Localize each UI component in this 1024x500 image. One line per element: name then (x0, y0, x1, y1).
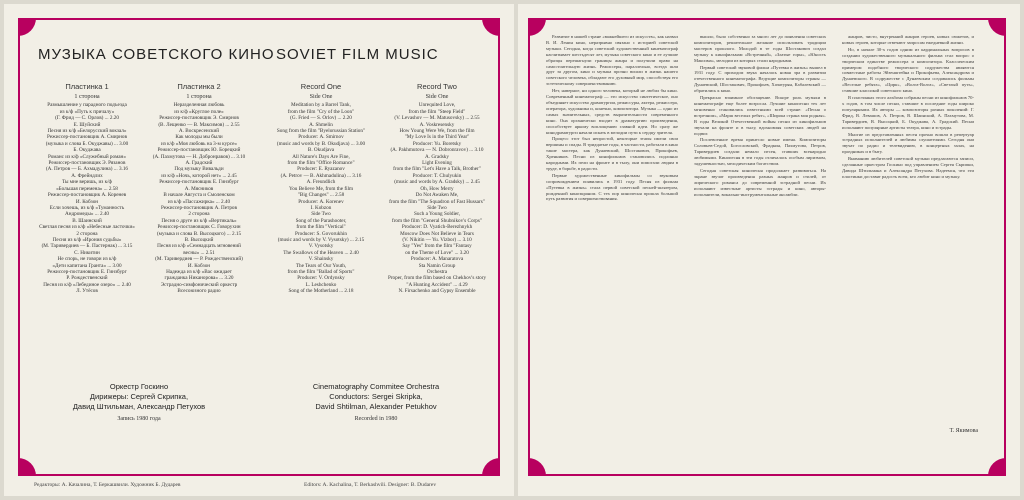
track-line: "My Love Is in the Third Year" (404, 134, 470, 141)
track-line: из к/ф «Пассажирка» ... 2.40 (167, 198, 231, 205)
track-line: 2 сторона (76, 230, 98, 237)
essay-column-1 (546, 34, 678, 203)
track-line: (В. Лещенко — В. Максимов) ... 2.55 (158, 121, 240, 128)
track-line: И. Кобзон (75, 198, 99, 205)
track-line: (музыка и слова Б. Окуджавы) ... 3.00 (45, 140, 129, 147)
track-line: All Nature's Days Are Fine, (292, 153, 350, 160)
track-line: Producer: S. Govorukhin (294, 230, 347, 237)
track-line: Режиссер-постановщик Э. Смирнов (159, 115, 239, 122)
track-line: А. Градский (185, 160, 213, 167)
track-line: Light Evening (422, 160, 452, 167)
track-line: 2 сторона (188, 211, 210, 218)
track-line: L. Leshchenko (305, 281, 337, 288)
track-line: from the film "Ballad of Sports" (287, 268, 355, 275)
track-line: (М. Таривердиев — Р. Рождественский) (155, 256, 243, 263)
track-line: from the film "The Squadron of Fast Hussars" (389, 198, 485, 205)
conductors-line: Дирижеры: Сергей Скрипка, (89, 392, 189, 401)
orchestra-credits-russian (44, 382, 234, 412)
tracklist-column-3 (266, 82, 376, 295)
essay-column-2 (694, 34, 826, 198)
track-line: С. Никитин (74, 249, 100, 256)
track-line: Песня о друге из к/ф «Вертикаль» (161, 217, 237, 224)
track-line: Под музыку Вивальди (174, 166, 224, 173)
track-line: гражданка Никанорова» ... 3.20 (164, 275, 234, 282)
track-line: Режиссер-постановщик Е. Гинзбург (159, 179, 239, 186)
side-label: Side One (425, 93, 449, 100)
track-line: весны» ... 2.51 (183, 249, 215, 256)
track-line: from the film "Office Romance" (287, 160, 355, 167)
conductors-line: Давид Штильман, Александр Петухов (72, 402, 206, 411)
track-line: (V. Nikitin — Yu. Vizbor) ... 3.10 (402, 236, 472, 243)
track-line: You Believe Me, from the film (288, 185, 354, 192)
record-heading: Пластинка 2 (177, 82, 221, 91)
essay-paragraph: Первый советский звуковой фильм «Путевка в жизнь» вышел в 1931 году. С приходом звука началась новая эра в развитии отечественного кинематографа. Ведущие композиторы страны — Дунаевский, Шостакович, Прокофьев, Хачатурян, Кабалевский — обратились к кино. (694, 64, 826, 94)
tracklist-column-1 (32, 82, 142, 295)
track-line: Side Two (311, 211, 331, 218)
track-line: The Swallows of the Heaven ... 2.40 (283, 249, 359, 256)
track-line: И. Кобзон (187, 262, 211, 269)
record-heading: Record Two (417, 82, 457, 91)
track-line: Orchestra (426, 268, 448, 275)
conductors-line: David Shtilman, Alexander Petukhov (315, 402, 437, 411)
record-heading: Пластинка 1 (65, 82, 109, 91)
track-line: A. Freundlich (306, 179, 336, 186)
track-line: Режиссер-постановщик А. Смирнов (47, 134, 127, 141)
track-line: B. Okudjava (307, 147, 335, 154)
track-list (32, 102, 142, 294)
track-line: "Big Changes" ... 2.58 (297, 192, 345, 199)
track-line: Размышление у парадного подъезда (47, 102, 127, 109)
track-line: Б. Окуджава (73, 147, 101, 154)
track-line: Meditation by a Barrel Tank, (291, 102, 351, 109)
track-line: V. Vysotsky (308, 243, 334, 250)
track-line: V. Shainsky (308, 256, 334, 263)
track-line: Как молоды мы были (175, 134, 223, 141)
track-line: (A. Petrov — B. Akhmadulina) ... 3.16 (280, 172, 362, 179)
essay-paragraph: Но, в начале 30-х годов одним из кардинальных вопросов в создании художественного музыкального фильма стал вопрос о творческом единстве режиссера и композитора. Классическим примером подобного творческого содружества являются совместные работы Эйзенштейна и Прокофьева, Александрова и Дунаевского. В содружестве с Дунаевским создавались фильмы «Веселые ребята», «Цирк», «Волга-Волга», «Светлый путь», ставшие классикой советского кино. (842, 46, 974, 94)
track-line: Если хочешь, из к/ф «Туманность (49, 204, 125, 211)
title-english: SOVIET FILM MUSIC (276, 46, 439, 63)
track-line: The Tears of Our Youth, (295, 262, 347, 269)
track-line: from the film "Cry of the Loon" (287, 108, 355, 115)
track-line: Ты мне веришь, из к/ф (62, 179, 112, 186)
track-line: Неразделенная любовь (173, 102, 225, 109)
track-line: из к/ф «Путь к причалу» (59, 108, 115, 115)
tracklist-column-2 (144, 82, 254, 295)
track-line: (music and words by B. Okudjava) ... 3.00 (276, 140, 366, 147)
track-line: Such a Young Soldier, (413, 211, 461, 218)
track-line: В. Шаинский (72, 217, 102, 224)
essay-paragraph: Послевоенное время принесло новые имена. Композиторы Соловьев-Седой, Богословский, Фрадкин, Пахмутова, Петров, Таривердиев создали немало песен, ставших всенародно любимыми. Кинопесня в эти годы отличалась особым лиризмом, задушевностью, мелодическим богатством. (694, 137, 826, 167)
track-line: «Дети капитана Гранта» ... 3.00 (52, 262, 122, 269)
track-line: Song of the Motherland ... 2.18 (288, 288, 354, 295)
orchestra-credits-english (276, 382, 476, 412)
track-line: из к/ф «Ночь, которой нет» ... 2.45 (161, 172, 237, 179)
orchestra-name: Cinematography Commitee Orchestra (312, 382, 440, 391)
track-line: A. Shmelin (309, 121, 333, 128)
track-line: (М. Таривердиев — Б. Пастернак) ... 3.15 (41, 243, 133, 250)
track-line: А. Фрейндлих (71, 172, 103, 179)
track-line: Producer: Yu. Boretsky (412, 140, 462, 147)
track-line: (G. Fried — S. Orlov) ... 2.20 (290, 115, 352, 122)
track-line: Song from the film "Byelorussian Station" (276, 128, 366, 135)
track-line: «Большая перемена» ... 2.58 (56, 185, 118, 192)
track-line: on the Theme of Love" ... 3.20 (405, 249, 469, 256)
track-line: from the film "General Shubnikov's Corps" (391, 217, 483, 224)
track-line: Moscow Does Not Believe in Tears (400, 230, 474, 237)
essay-paragraph: Вниманию любителей советской музыки предлагаются записи, сделанные оркестром Госкино под управлением Сергея Скрипки, Давида Штильмана и Александра Петухова. Надеемся, что эти пластинки доставят радость всем, кто любит кино и музыку. (842, 156, 974, 179)
track-line: В. Высоцкий (184, 236, 214, 243)
track-line: Producer: E. Ryazanov (297, 166, 345, 173)
track-line: Не спорь, не говори из к/ф (57, 256, 117, 263)
track-line: (Г. Фрид — С. Орлов) ... 2.20 (55, 115, 119, 122)
track-line: Producer: A. Korenev (298, 198, 344, 205)
track-line: Oh, How Merry (420, 185, 454, 192)
track-list (144, 102, 254, 294)
side-label: Side One (309, 93, 333, 100)
essay-paragraph: Многие из представленных песен прочно вошли в репертуар эстрадных исполнителей и любимы слушателями. Сегодня они звучат по радио и телевидению, в концертных залах, на праздниках и в быту. (842, 131, 974, 155)
track-line: А. Воскресенский (178, 128, 220, 135)
essay-paragraph: В пластинках этого альбома собраны песни из кинофильмов 70-х годов, в том числе песни, ставшие в последние годы широко популярными. Их авторы — композиторы разных поколений: Г. Фрид, В. Левашов, А. Петров, В. Шаинский, А. Пахмутова, М. Таривердиев, В. Высоцкий, Б. Окуджава, А. Градский. Песни исполняют популярные артисты театра, кино и эстрады. (842, 95, 974, 130)
track-line: Р. Рождественский (66, 275, 108, 282)
essay-paragraph: Развитие в нашей стране «важнейшего из искусств», как назвал В. И. Ленин кино, неразрывно связано с историей советской музыки. Сегодня, когда советский художественный кинематограф насчитывает шестьдесят лет, музыка советского кино и ее лучшие образцы перешагнули границы жанра и получили право на самостоятельную жизнь. Режиссеры, параллельно, всегда шли друг за другом, кино и музыка прочно вошли в жизнь нашего советского человека, обладают его духовный мир, способствуя его эстетическому совершенствованию. (546, 34, 678, 87)
essay-paragraph: вышло, было собственно за много лет до появления советских композиторов, решительное желание использовать традиции мастеров прошлого. Молодой в те годы Шостакович создал музыку к кинофильмам «Встречный», «Златые горы», «Юность Максима», мелодии из которых стали народными. (694, 34, 826, 63)
track-line: Романс из к/ф «Служебный роман» (48, 153, 126, 160)
essay-column-3 (842, 34, 974, 181)
track-line: Sta Namin Group (418, 262, 456, 269)
track-line: Эстрадно-симфонический оркестр (160, 281, 238, 288)
title-russian: МУЗЫКА СОВЕТСКОГО КИНО (38, 46, 275, 63)
track-line: (А. Петров — Б. Ахмадулина) ... 3.16 (45, 166, 129, 173)
track-line: Режиссер-постановщик Ю. Борецкий (157, 147, 241, 154)
track-line: (V. Levashov — M. Matusovsky) ... 2.55 (394, 115, 480, 122)
track-line: from the film "Vertical" (296, 224, 346, 231)
essay-paragraph: жанров, чисто, внутренний жанров героев, новых сюжетов, и новых героев, которые отвечают запросам ежедневной жизни. (842, 34, 974, 45)
track-line: Л. Утёсов (76, 288, 98, 295)
track-line: Песня из к/ф «Белорусский вокзал» (47, 128, 127, 135)
track-line: Side Two (427, 204, 447, 211)
track-line: (музыка и слова В. Высоцкого) ... 2.15 (156, 230, 242, 237)
essay-paragraph: Первые художественные кинофильмы со звуковым сопровождением появились в 1931 году. Песня из фильма «Путевка в жизнь» стала первой советской песней-шлягером, рожденной киноэкраном. С тех пор кинопесня прошла большой путь развития и совершенствования. (546, 172, 678, 202)
track-line: (music and words by A. Gradsky) ... 2.45 (394, 179, 480, 186)
essay-panel (518, 4, 1020, 496)
track-line: А. Мясников (184, 185, 214, 192)
essay-paragraph: Сегодня советская кинопесня продолжает развиваться. На экране звучат произведения разных жанров и стилей, от лирического романса до современной эстрадной песни. Их исполняют известные артисты эстрады и кино, авторы-исполнители, вокально-инструментальные ансамбли. (694, 167, 826, 197)
track-line: (A. Pakhmutova — N. Dobronravov) ... 3.10 (390, 147, 484, 154)
track-line: A. Gradsky (425, 153, 449, 160)
track-line: Producer: A. Manaratova (410, 256, 464, 263)
track-line: Producer: V. Ordynsky (297, 275, 345, 282)
essay-paragraph: Нет, наверное, ни одного человека, который не любил бы кино. Современный кинематограф — это искусство синтетическое, оно объединяет искусство драматургии, режиссуры, актера, режиссера, оператора, художника и, конечно, композитора. Музыка — одно из самых значительных, средств выразительности современного кино. Она органически входит в драматургию произведения, способствует яркому воплощению главной идеи. Но сразу же кинодраматурги начали искать в мелодии пути к сердцу зрителя. (546, 88, 678, 135)
track-line: (music and words by V. Vysotsky) ... 2.15 (277, 236, 365, 243)
track-line: Song of the Parashooter, (295, 217, 347, 224)
track-list (266, 102, 376, 294)
track-line: Всесоюзного радио (177, 288, 221, 295)
track-line: Do Not Awaken Me, (415, 192, 459, 199)
track-line: Say "Yes" from the film "Fantasy (402, 243, 472, 250)
recorded-year-russian: Запись 1980 года (117, 416, 161, 422)
track-line: Е. Шуйский (73, 121, 101, 128)
side-label: 1 сторона (74, 93, 100, 100)
track-line: Producer: D. Vyatich-Berezhnykh (401, 224, 473, 231)
recorded-year-english: Recorded in 1980 (354, 416, 398, 422)
track-line: Светлая песня из к/ф «Небесные ласточки» (39, 224, 135, 231)
track-line: Режиссер-постановщик С. Говорухин (157, 224, 241, 231)
credits-english: Editors: A. Kachalina, T. Berkashvili. Designer: B. Dudarev (304, 482, 437, 488)
track-line: из к/ф «Круглое поле» (174, 108, 224, 115)
essay-paragraph: Процесс этот был непростой, некоторые этапы имели свои вершины и спады. В тридцатые годы, в частности, работали в кино такие мастера, как Дунаевский, Шостакович, Прокофьев, Хренников. Песни из кинофильмов становились подлинно народными. Их пели на фронте и в тылу, они помогали людям в труде, в борьбе, в радости. (546, 136, 678, 171)
track-line: Proper, from the film based on Chekhov's story (387, 275, 487, 282)
track-line: Режиссер-постановщик Е. Гинзбург (47, 268, 127, 275)
tracklist-column-4 (382, 82, 492, 295)
record-heading: Record One (300, 82, 342, 91)
track-line: Producer: T. Chulyukin (412, 172, 462, 179)
track-line: How Young Were We, from the film (399, 128, 475, 135)
track-line: A. Voskresensky (419, 121, 455, 128)
orchestra-name: Оркестр Госкино (109, 382, 169, 391)
track-line: N. Firsachenko and Gypsy Ensemble (398, 288, 476, 295)
credits-russian: Редакторы: А. Качалина, Т. Беркашвили. Художник Б. Дударев (34, 482, 181, 488)
track-line: from the film "Let's Have a Talk, Brother" (393, 166, 481, 173)
track-line: Надежда из к/ф «Вас ожидает (166, 268, 232, 275)
track-line: I. Kobzon (310, 204, 332, 211)
track-line: Песня из к/ф «Лебединое озеро» ... 2.40 (43, 281, 131, 288)
track-line: from the film "Steep Field" (408, 108, 466, 115)
track-line: Режиссер-постановщик А. Петров (161, 204, 237, 211)
track-line: (А. Пахмутова — Н. Добронравов) ... 3.10 (152, 153, 246, 160)
track-list (382, 102, 492, 294)
essay-signature: Т. Якимова (949, 428, 978, 434)
track-line: Андромеды» ... 2.40 (64, 211, 110, 218)
track-line: Песня из к/ф «Семнадцать мгновений (157, 243, 241, 250)
essay-paragraph: Прекрасно взаимное обогащение. Вскоре роль музыки в кинематографе еще более возросла. Лучшие кинопесни тех лет мгновенно становились известными всей стране: «Песня о встречном», «Марш веселых ребят», «Широка страна моя родная». В годы Великой Отечественной войны песни из кинофильмов звучали на фронте и в тылу, вдохновляя советских людей на подвиг. (694, 95, 826, 136)
track-line: Producer: A. Smirnov (298, 134, 344, 141)
track-line: Unrequited Love, (418, 102, 456, 109)
track-line: Режиссер-постановщик А. Коренев (47, 192, 127, 199)
conductors-line: Conductors: Sergei Skripka, (329, 392, 423, 401)
track-line: Песня из к/ф «Ирония судьбы» (52, 236, 122, 243)
track-line: из к/ф «Моя любовь на 3-м курсе» (161, 140, 237, 147)
track-line: Режиссер-постановщик Э. Рязанов (48, 160, 126, 167)
side-label: 1 сторона (186, 93, 212, 100)
track-line: В начале Августа и Смоленском (163, 192, 235, 199)
track-line: "A Hunting Accident" ... 4.29 (406, 281, 468, 288)
tracklist-panel (4, 4, 514, 496)
